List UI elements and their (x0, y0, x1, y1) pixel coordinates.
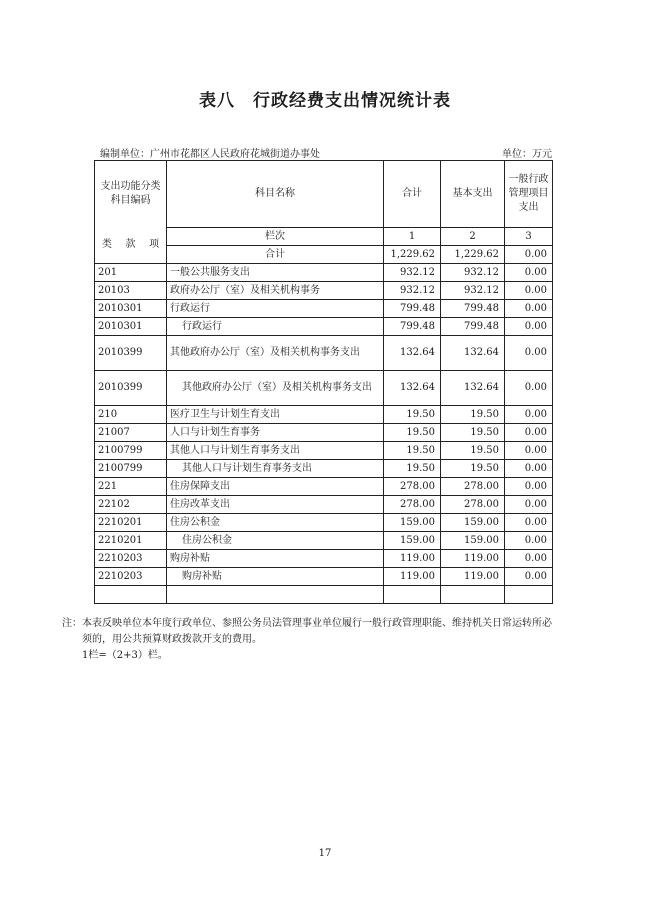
cell-basic: 932.12 (441, 264, 505, 282)
header-xiang: 项 (149, 239, 160, 251)
cell-name: 其他政府办公厅（室）及相关机构事务支出 (167, 371, 384, 406)
table-row (95, 532, 553, 550)
cell-general: 0.00 (505, 406, 553, 424)
page-number: 17 (318, 848, 332, 859)
cell-total: 119.00 (384, 550, 441, 568)
table-row (95, 496, 553, 514)
cell-name: 住房保障支出 (167, 478, 384, 496)
cell-general: 0.00 (505, 300, 553, 318)
cell-total: 799.48 (384, 318, 441, 336)
cell-code: 2010399 (95, 371, 167, 406)
cell-name: 购房补贴 (167, 550, 384, 568)
cell-basic: 132.64 (441, 371, 505, 406)
header-general: 一般行政管理项目支出 (505, 161, 553, 228)
table-row (95, 424, 553, 442)
cell-general: 0.00 (505, 318, 553, 336)
cell-code: 2100799 (95, 442, 167, 460)
table-row (95, 336, 553, 371)
cell-total: 19.50 (384, 424, 441, 442)
table-row (95, 282, 553, 300)
cell-general: 0.00 (505, 514, 553, 532)
empty-cell (505, 586, 553, 604)
footnote-line-1: 注：本表反映单位本年度行政单位、参照公务员法管理事业单位履行一般行政管理职能、维持机关日常运转所必须的，用公共预算财政拨款开支的费用。 (62, 618, 552, 645)
cell-basic: 159.00 (441, 532, 505, 550)
cell-total: 19.50 (384, 460, 441, 478)
cell-total: 132.64 (384, 336, 441, 371)
cell-name: 住房公积金 (167, 514, 384, 532)
cell-total: 932.12 (384, 264, 441, 282)
cell-code: 2210201 (95, 532, 167, 550)
empty-cell (167, 586, 384, 604)
header-name: 科目名称 (167, 161, 384, 228)
cell-code: 2210201 (95, 514, 167, 532)
header-col1: 1 (384, 228, 441, 246)
header-lanci: 栏次 (167, 228, 384, 246)
cell-basic: 19.50 (441, 424, 505, 442)
cell-basic: 799.48 (441, 300, 505, 318)
cell-name: 行政运行 (167, 300, 384, 318)
cell-general: 0.00 (505, 424, 553, 442)
cell-name: 人口与计划生育事务 (167, 424, 384, 442)
table-row (95, 371, 553, 406)
cell-code: 2210203 (95, 568, 167, 586)
cell-basic: 932.12 (441, 282, 505, 300)
cell-code: 2210203 (95, 550, 167, 568)
code-level-cell (95, 228, 167, 264)
cell-total: 159.00 (384, 532, 441, 550)
cell-code: 210 (95, 406, 167, 424)
table-row (95, 300, 553, 318)
cell-code: 221 (95, 478, 167, 496)
table-meta (100, 145, 552, 159)
cell-basic: 159.00 (441, 514, 505, 532)
footnote (62, 616, 557, 664)
header-basic: 基本支出 (441, 161, 505, 228)
cell-total: 278.00 (384, 478, 441, 496)
cell-total: 932.12 (384, 282, 441, 300)
column-index-row (95, 228, 553, 246)
header-total: 合计 (384, 161, 441, 228)
cell-name: 医疗卫生与计划生育支出 (167, 406, 384, 424)
sum-total: 1,229.62 (384, 246, 441, 264)
cell-code: 2010399 (95, 336, 167, 371)
cell-basic: 119.00 (441, 550, 505, 568)
empty-cell (95, 586, 167, 604)
table-row (95, 318, 553, 336)
unit-label: 单位：万元 (502, 149, 552, 160)
cell-total: 278.00 (384, 496, 441, 514)
cell-basic: 132.64 (441, 336, 505, 371)
cell-code: 21007 (95, 424, 167, 442)
cell-total: 19.50 (384, 406, 441, 424)
cell-general: 0.00 (505, 460, 553, 478)
cell-basic: 19.50 (441, 406, 505, 424)
cell-code: 22102 (95, 496, 167, 514)
cell-code: 2010301 (95, 300, 167, 318)
cell-general: 0.00 (505, 442, 553, 460)
cell-name: 购房补贴 (167, 568, 384, 586)
sum-basic: 1,229.62 (441, 246, 505, 264)
cell-general: 0.00 (505, 282, 553, 300)
cell-name: 其他人口与计划生育事务支出 (167, 460, 384, 478)
cell-name: 一般公共服务支出 (167, 264, 384, 282)
cell-general: 0.00 (505, 532, 553, 550)
empty-cell (384, 586, 441, 604)
cell-total: 119.00 (384, 568, 441, 586)
cell-general: 0.00 (505, 478, 553, 496)
table-row (95, 514, 553, 532)
cell-name: 住房改革支出 (167, 496, 384, 514)
cell-basic: 19.50 (441, 460, 505, 478)
cell-basic: 19.50 (441, 442, 505, 460)
cell-code: 20103 (95, 282, 167, 300)
table-row (95, 442, 553, 460)
cell-general: 0.00 (505, 336, 553, 371)
cell-basic: 119.00 (441, 568, 505, 586)
cell-name: 其他人口与计划生育事务支出 (167, 442, 384, 460)
sum-general: 0.00 (505, 246, 553, 264)
table-row (95, 550, 553, 568)
cell-basic: 278.00 (441, 496, 505, 514)
cell-basic: 799.48 (441, 318, 505, 336)
sum-label: 合计 (167, 246, 384, 264)
cell-basic: 278.00 (441, 478, 505, 496)
empty-row (95, 586, 553, 604)
cell-general: 0.00 (505, 496, 553, 514)
header-lei: 类 (101, 239, 112, 251)
table-row (95, 460, 553, 478)
cell-general: 0.00 (505, 371, 553, 406)
cell-general: 0.00 (505, 568, 553, 586)
cell-code: 2100799 (95, 460, 167, 478)
table-row (95, 478, 553, 496)
cell-code: 201 (95, 264, 167, 282)
footnote-line-2: 1栏=（2+3）栏。 (82, 650, 168, 661)
cell-total: 19.50 (384, 442, 441, 460)
table-row (95, 264, 553, 282)
cell-name: 行政运行 (167, 318, 384, 336)
cell-total: 132.64 (384, 371, 441, 406)
cell-total: 799.48 (384, 300, 441, 318)
org-label: 编制单位：广州市花都区人民政府花城街道办事处 (100, 149, 320, 160)
cell-name: 住房公积金 (167, 532, 384, 550)
cell-general: 0.00 (505, 264, 553, 282)
cell-code: 2010301 (95, 318, 167, 336)
header-kuan: 款 (125, 239, 136, 251)
header-col3: 3 (505, 228, 553, 246)
table-row (95, 406, 553, 424)
header-code: 支出功能分类科目编码 (95, 161, 167, 228)
cell-name: 其他政府办公厅（室）及相关机构事务支出 (167, 336, 384, 371)
header-col2: 2 (441, 228, 505, 246)
cell-total: 159.00 (384, 514, 441, 532)
cell-name: 政府办公厅（室）及相关机构事务 (167, 282, 384, 300)
empty-cell (441, 586, 505, 604)
page-title: 表八 行政经费支出情况统计表 (199, 91, 451, 111)
header-row (95, 161, 553, 228)
expense-table (94, 160, 553, 604)
table-row (95, 568, 553, 586)
cell-general: 0.00 (505, 550, 553, 568)
